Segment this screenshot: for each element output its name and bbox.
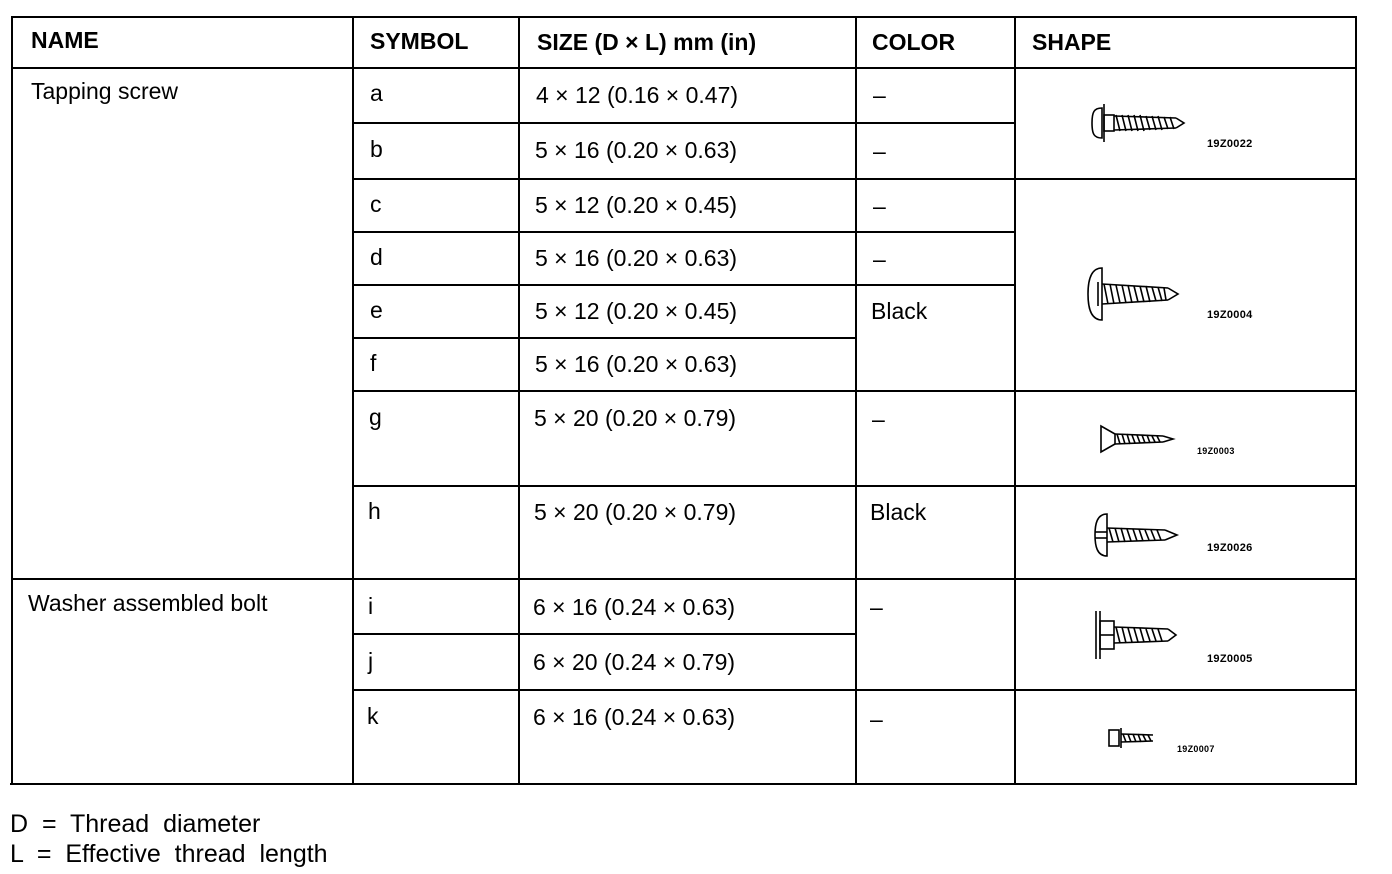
size-cell: 5 × 12 (0.20 × 0.45) bbox=[535, 298, 738, 324]
color-cell: – bbox=[870, 594, 883, 620]
legend-thread-length: L = Effective thread length bbox=[10, 840, 328, 868]
size-cell: 5 × 16 (0.20 × 0.63) bbox=[535, 137, 738, 163]
symbol-cell: g bbox=[369, 404, 382, 430]
slotted-pan-head-screw-icon bbox=[1093, 510, 1185, 560]
col-divider bbox=[352, 16, 354, 785]
table-border-right bbox=[1355, 16, 1357, 785]
color-cell: Black bbox=[871, 298, 928, 324]
legend-thread-diameter: D = Thread diameter bbox=[10, 810, 261, 838]
size-cell: 6 × 20 (0.24 × 0.79) bbox=[533, 649, 736, 675]
size-cell: 5 × 16 (0.20 × 0.63) bbox=[535, 245, 738, 271]
part-code: 19Z0007 bbox=[1177, 744, 1215, 754]
symbol-cell: k bbox=[367, 703, 379, 729]
symbol-cell: d bbox=[370, 244, 383, 270]
part-code: 19Z0004 bbox=[1207, 309, 1253, 321]
symbol-cell: b bbox=[370, 136, 383, 162]
header-shape: SHAPE bbox=[1032, 29, 1112, 55]
row-divider bbox=[353, 122, 856, 124]
color-cell: – bbox=[870, 706, 883, 732]
symbol-cell: j bbox=[368, 648, 374, 674]
row-divider bbox=[353, 178, 1356, 180]
row-divider bbox=[352, 689, 1356, 691]
row-divider bbox=[353, 337, 856, 339]
header-color: COLOR bbox=[872, 29, 956, 55]
symbol-cell: e bbox=[370, 297, 383, 323]
color-cell: – bbox=[873, 82, 886, 108]
part-code: 19Z0022 bbox=[1207, 138, 1253, 150]
table-border-top bbox=[12, 16, 1357, 18]
part-code: 19Z0003 bbox=[1197, 446, 1235, 456]
col-divider bbox=[1014, 16, 1016, 785]
header-divider bbox=[12, 67, 1357, 69]
row-divider bbox=[352, 633, 856, 635]
size-cell: 6 × 16 (0.24 × 0.63) bbox=[533, 704, 736, 730]
size-cell: 6 × 16 (0.24 × 0.63) bbox=[533, 594, 736, 620]
part-code: 19Z0005 bbox=[1207, 653, 1253, 665]
pan-head-tapping-screw-icon bbox=[1086, 262, 1186, 326]
header-name: NAME bbox=[31, 27, 99, 53]
part-code: 19Z0026 bbox=[1207, 542, 1253, 554]
washer-assembled-bolt-icon bbox=[1090, 603, 1182, 667]
table-border-left bbox=[11, 16, 13, 785]
col-divider bbox=[518, 16, 520, 785]
group-name-washer-bolt: Washer assembled bolt bbox=[28, 590, 268, 616]
row-divider bbox=[856, 122, 1015, 124]
group-divider bbox=[11, 578, 1356, 580]
header-size: SIZE (D × L) mm (in) bbox=[537, 29, 757, 55]
small-washer-bolt-icon bbox=[1107, 726, 1161, 750]
symbol-cell: c bbox=[370, 191, 382, 217]
row-divider bbox=[353, 231, 1015, 233]
color-cell: – bbox=[873, 138, 886, 164]
size-cell: 4 × 12 (0.16 × 0.47) bbox=[536, 82, 739, 108]
symbol-cell: h bbox=[368, 498, 381, 524]
symbol-cell: f bbox=[370, 350, 377, 376]
symbol-cell: a bbox=[370, 80, 383, 106]
table-border-bottom bbox=[10, 783, 1356, 785]
symbol-cell: i bbox=[368, 593, 374, 619]
size-cell: 5 × 20 (0.20 × 0.79) bbox=[534, 405, 737, 431]
size-cell: 5 × 12 (0.20 × 0.45) bbox=[535, 192, 738, 218]
size-cell: 5 × 16 (0.20 × 0.63) bbox=[535, 351, 738, 377]
group-name-tapping-screw: Tapping screw bbox=[31, 78, 179, 104]
flat-head-tapping-screw-icon bbox=[1097, 422, 1187, 456]
header-symbol: SYMBOL bbox=[370, 28, 469, 54]
row-divider bbox=[353, 284, 1015, 286]
size-cell: 5 × 20 (0.20 × 0.79) bbox=[534, 499, 737, 525]
color-cell: Black bbox=[870, 499, 927, 525]
row-divider bbox=[353, 485, 1356, 487]
flange-head-tapping-screw-icon bbox=[1088, 98, 1188, 148]
color-cell: – bbox=[873, 246, 886, 272]
color-cell: – bbox=[872, 406, 885, 432]
color-cell: – bbox=[873, 193, 886, 219]
col-divider bbox=[855, 16, 857, 785]
row-divider bbox=[353, 390, 1356, 392]
